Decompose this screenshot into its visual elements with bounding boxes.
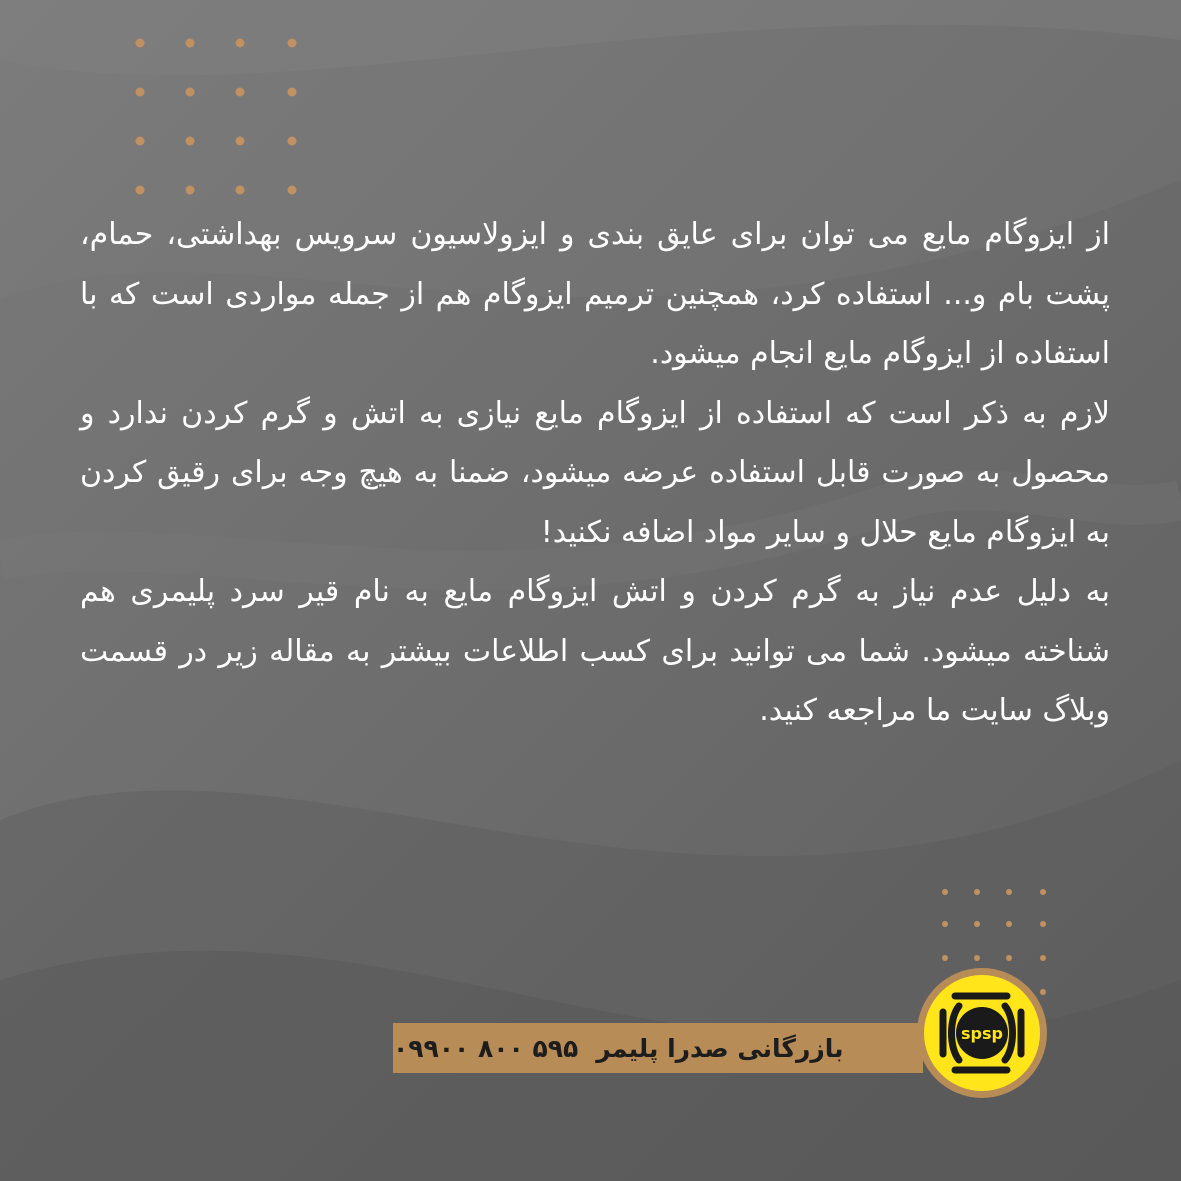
paragraph-1: از ایزوگام مایع می توان برای عایق بندی و ایزولاسیون سرویس بهداشتی، حمام، پشت بام و... استفاده کرد، همچنین ترمیم ایزوگام هم از جمله مواردی است که با استفاده از ایزوگام مایع انجام میشود. — [80, 217, 1110, 371]
paragraph-2: لازم به ذکر است که استفاده از ایزوگام مایع نیازی به اتش و گرم کردن ندارد و محصول به صورت قابل استفاده عرضه میشود، ضمنا به هیچ وجه برای رقیق کردن به ایزوگام مایع حلال و سایر مواد اضافه نکنید! — [80, 395, 1110, 550]
paragraph-3: به دلیل عدم نیاز به گرم کردن و اتش ایزوگام مایع به نام قیر سرد پلیمری هم شناخته میشود. شما می توانید برای کسب اطلاعات بیشتر به مقاله زیر در قسمت وبلاگ سایت ما مراجعه کنید. — [80, 574, 1110, 728]
svg-text:spsp: spsp — [961, 1024, 1003, 1043]
decorative-dot-grid-top — [134, 37, 300, 197]
phone-number: ۰۹۹۰۰ ۸۰۰ ۵۹۵ — [393, 1033, 579, 1063]
brand-banner — [393, 1023, 923, 1073]
article-body — [80, 205, 1110, 741]
brand-name: بازرگانی صدرا پلیمر — [596, 1033, 844, 1063]
company-logo — [915, 966, 1049, 1100]
